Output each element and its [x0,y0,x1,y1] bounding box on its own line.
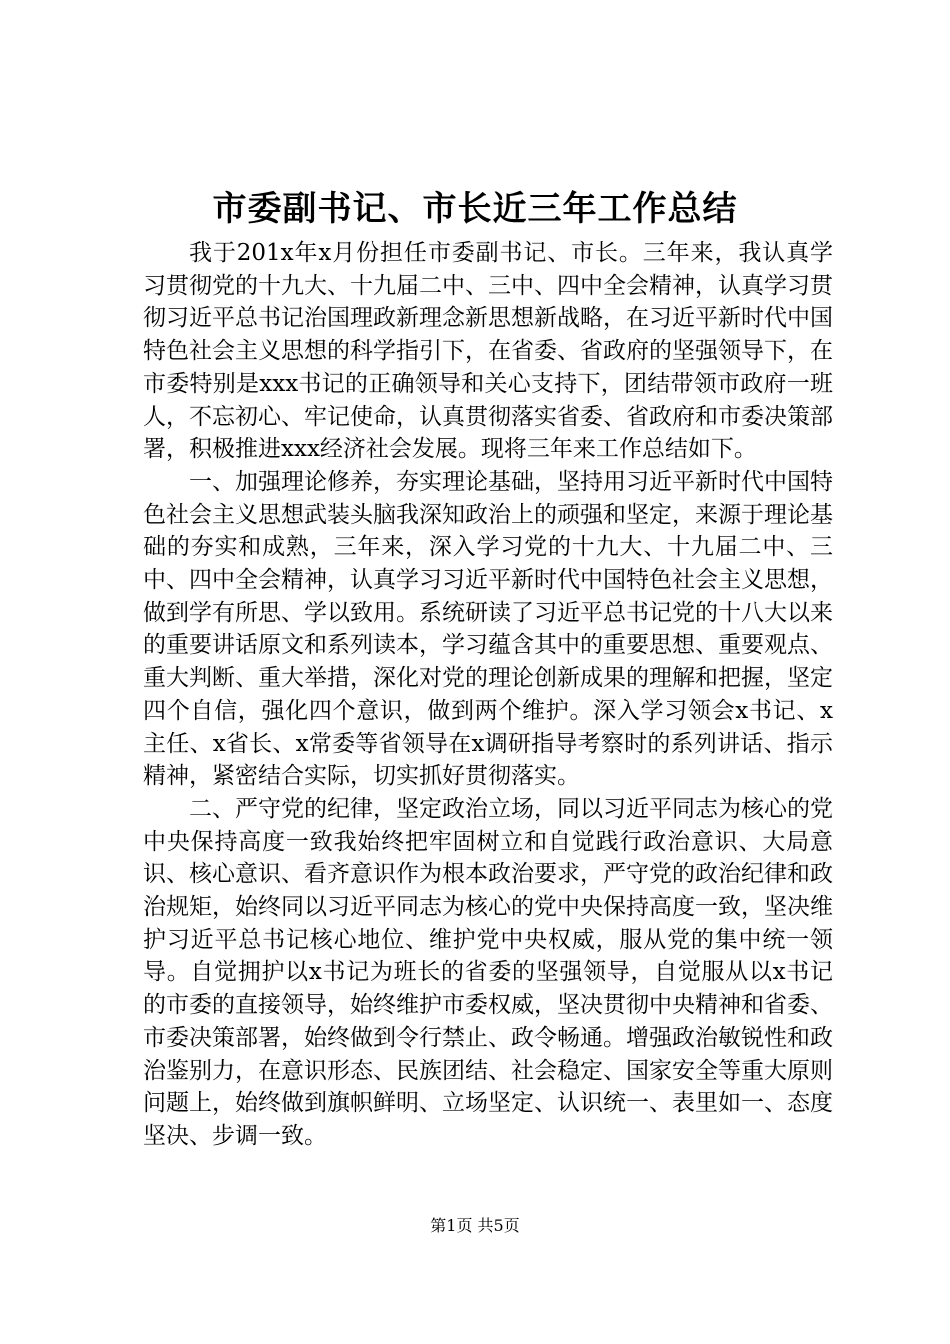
document-body [143,237,833,1153]
document-title: 市委副书记、市长近三年工作总结 [212,189,738,229]
paragraph-section-1: 一、加强理论修养，夯实理论基础，坚持用习近平新时代中国特色社会主义思想武装头脑我深知政治上的顽强和坚定，来源于理论基础的夯实和成熟，三年来，深入学习党的十九大、十九届二中、三中、四中全会精神，认真学习习近平新时代中国特色社会主义思想，做到学有所思、学以致用。系统研读了习近平总书记党的十八大以来的重要讲话原文和系列读本，学习蕴含其中的重要思想、重要观点、重大判断、重大举措，深化对党的理论创新成果的理解和把握，坚定四个自信，强化四个意识，做到两个维护。深入学习领会x书记、x主任、x省长、x常委等省领导在x调研指导考察时的系列讲话、指示精神，紧密结合实际，切实抓好贯彻落实。 [143,468,833,790]
page-footer: 第1页 共5页 [430,1216,520,1235]
paragraph-section-2: 二、严守党的纪律，坚定政治立场，同以习近平同志为核心的党中央保持高度一致我始终把牢固树立和自觉践行政治意识、大局意识、核心意识、看齐意识作为根本政治要求，严守党的政治纪律和政治规矩，始终同以习近平同志为核心的党中央保持高度一致，坚决维护习近平总书记核心地位、维护党中央权威，服从党的集中统一领导。自觉拥护以x书记为班长的省委的坚强领导，自觉服从以x书记的市委的直接领导，始终维护市委权威，坚决贯彻中央精神和省委、市委决策部署，始终做到令行禁止、政令畅通。增强政治敏锐性和政治鉴别力，在意识形态、民族团结、社会稳定、国家安全等重大原则问题上，始终做到旗帜鲜明、立场坚定、认识统一、表里如一、态度坚决、步调一致。 [143,795,833,1149]
paragraph-intro: 我于201x年x月份担任市委副书记、市长。三年来，我认真学习贯彻党的十九大、十九届二中、三中、四中全会精神，认真学习贯彻习近平总书记治国理政新理念新思想新战略，在习近平新时代中国特色社会主义思想的科学指引下，在省委、省政府的坚强领导下，在市委特别是xxx书记的正确领导和关心支持下，团结带领市政府一班人，不忘初心、牢记使命，认真贯彻落实省委、省政府和市委决策部署，积极推进xxx经济社会发展。现将三年来工作总结如下。 [143,240,833,463]
